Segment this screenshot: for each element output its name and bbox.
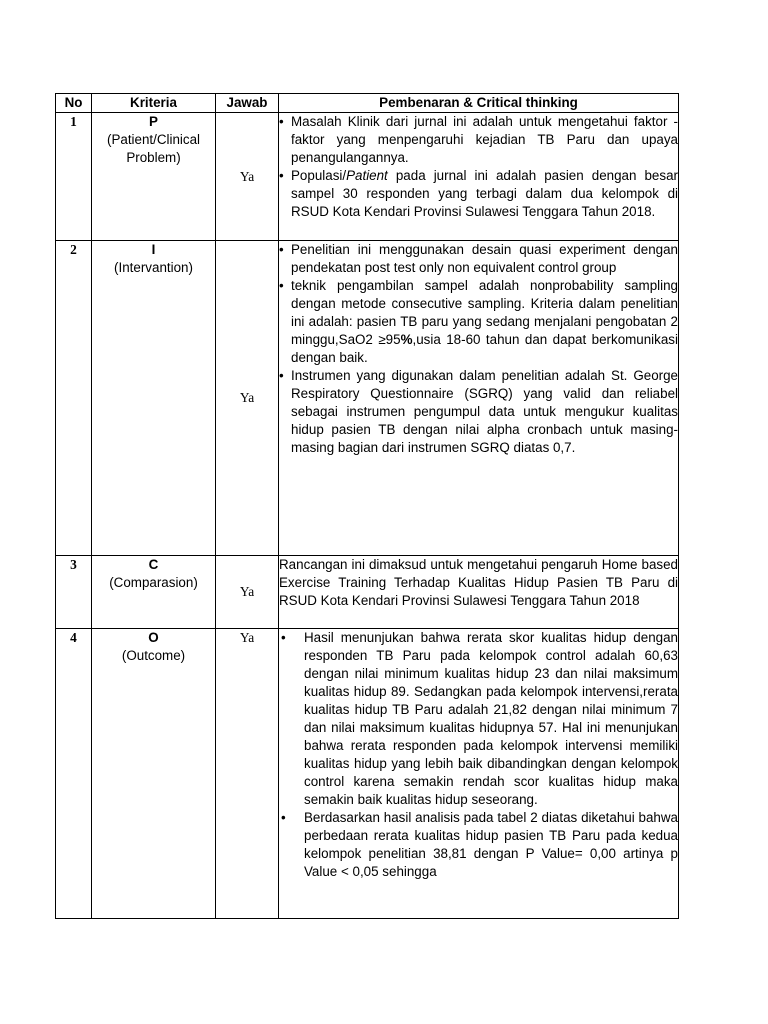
list-item: • Penelitian ini menggunakan desain quasi experiment dengan pendekatan post test only non equivalent control group: [279, 242, 678, 275]
bullet-icon: •: [279, 368, 284, 383]
header-jawab: Jawab: [216, 94, 279, 113]
bullet-icon: •: [279, 114, 284, 129]
jawab-cell: Ya: [216, 113, 279, 241]
row-number: 2: [56, 241, 92, 556]
bullet-icon: •: [279, 242, 284, 257]
list-item: • Masalah Klinik dari jurnal ini adalah untuk mengetahui faktor - faktor yang menpengaruhi kejadian TB Paru dan upaya penangulangannya.: [279, 114, 678, 165]
jawab-cell: Ya: [216, 629, 279, 919]
bullet-icon: •: [281, 630, 286, 645]
kriteria-cell: [92, 556, 216, 629]
kriteria-cell: [92, 113, 216, 241]
pembenaran-cell: [279, 556, 679, 629]
row-number: 4: [56, 629, 92, 919]
kriteria-cell: [92, 629, 216, 919]
kriteria-letter: O: [148, 630, 159, 645]
pico-table: [55, 93, 679, 919]
kriteria-letter: P: [149, 114, 158, 129]
table-row-i: [56, 241, 679, 556]
kriteria-desc: (Outcome): [121, 648, 186, 663]
header-row: [56, 94, 679, 113]
kriteria-cell: [92, 241, 216, 556]
list-item: • Instrumen yang digunakan dalam penelitian adalah St. Georgе Respiratory Questionnaire (SGRQ) yang valid dan reliabel sebagai instrumen pengumpul data untuk mengukur kualitas hidup pasien TB dengan nilai alpha cronbach untuk masing-masing bagian dari instrumen SGRQ diatas 0,7.: [279, 368, 678, 455]
kriteria-letter: C: [148, 557, 159, 572]
header-kriteria: Kriteria: [92, 94, 216, 113]
kriteria-letter: I: [151, 242, 156, 257]
header-pembenaran: Pembenaran & Critical thinking: [279, 94, 679, 113]
bullet-icon: •: [279, 278, 284, 293]
bullet-icon: •: [281, 810, 286, 825]
pembenaran-text: Rancangan ini dimaksud untuk mengetahui pengaruh Home based Exercise Training Terhadap Kualitas Hidup Pasien TB Paru di RSUD Kota Kendari Provinsi Sulawesi Tenggara Tahun 2018: [279, 557, 678, 608]
jawab-cell: Ya: [216, 241, 279, 556]
row-number: 1: [56, 113, 92, 241]
jawab-cell: Ya: [216, 556, 279, 629]
list-item: • Berdasarkan hasil analisis pada tabel 2 diatas diketahui bahwa perbedaan rerata kualitas hidup pasien TB Paru pada kedua kelompok penelitian 38,81 dengan P Value= 0,00 artinya p Value < 0,05 sehingga: [281, 810, 678, 879]
pembenaran-cell: [279, 241, 679, 556]
row-number: 3: [56, 556, 92, 629]
pembenaran-cell: [279, 629, 679, 919]
header-no: No: [56, 94, 92, 113]
kriteria-desc: (Patient/Clinical Problem): [106, 132, 201, 165]
list-item: • teknik pengambilan sampel adalah nonprobability sampling dengan metode consecutive sampling. Kriteria dalam penelitian ini adalah: pasien TB paru yang sedang menjalani pengobatan 2 minggu,SaO2 ≥95%,usia 18-60 tahun dan dapat berkomunikasi dengan baik.: [279, 278, 678, 365]
pembenaran-cell: [279, 113, 679, 241]
kriteria-desc: (Comparasion): [109, 575, 198, 590]
list-item: • Populasi/Patient pada jurnal ini adalah pasien dengan besar sampel 30 responden yang terbagi dalam dua kelompok di RSUD Kota Kendari Provinsi Sulawesi Tenggara Tahun 2018.: [279, 168, 678, 219]
table-row-o: [56, 629, 679, 919]
bullet-icon: •: [279, 168, 284, 183]
table-row-p: [56, 113, 679, 241]
table-row-c: [56, 556, 679, 629]
list-item: • Hasil menunjukan bahwa rerata skor kualitas hidup dengan responden TB Paru pada kelompok control adalah 60,63 dengan nilai minimum kualitas hidup 23 dan nilai maksimum kualitas hidup 89. Sedangkan pada kelompok intervensi,rerata kualitas hidup TB Paru adalah 21,82 dengan nilai minimum 7 dan nilai maksimum kualitas hidupnya 57. Hal ini menunjukan bahwa rerata responden pada kelompok intervensi memiliki kualitas hidup yang lebih baik dibandingkan dengan kelompok control karena semakin rendah scor kualitas hidup maka semakin baik kualitas hidup seseorang.: [281, 630, 678, 807]
kriteria-desc: (Intervantion): [114, 260, 193, 275]
